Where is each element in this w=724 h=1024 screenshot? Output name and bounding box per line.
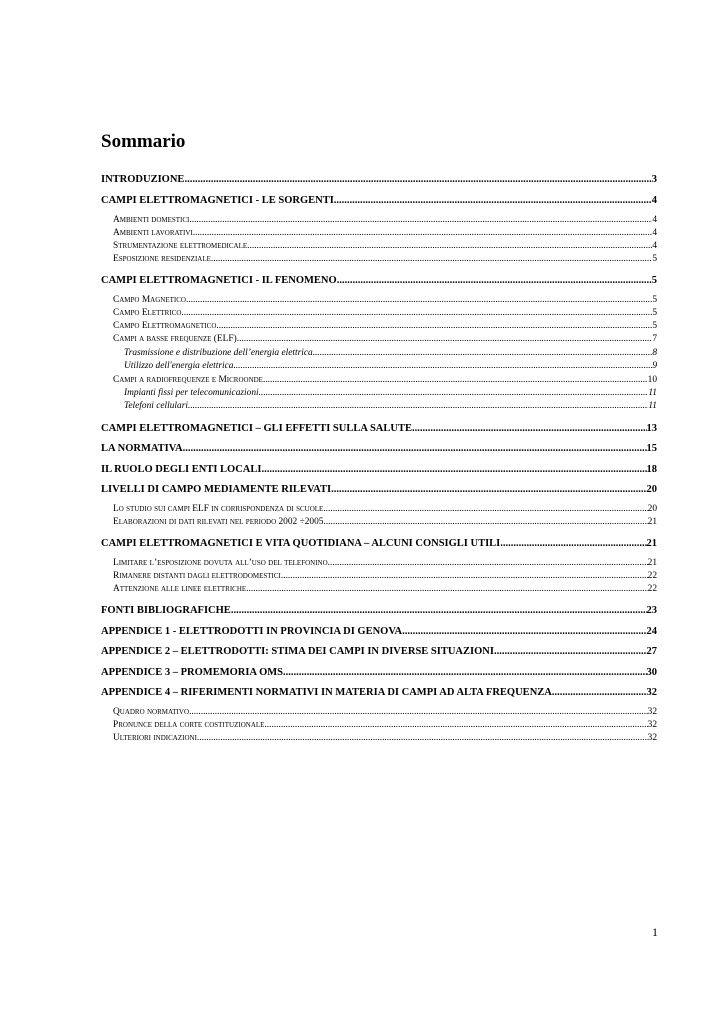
toc-entry[interactable]: [101, 732, 657, 745]
toc-entry-label: APPENDICE 3 – PROMEMORIA OMS: [101, 666, 283, 678]
toc-entry-page: 21: [647, 517, 657, 528]
toc-entry-label: Utilizzo dell'energia elettrica: [124, 361, 234, 372]
toc-entry-page: 4: [652, 227, 657, 238]
toc-dot-leader: [189, 706, 648, 719]
toc-entry-label: Limitare l’esposizione dovuta all’uso del telefonino: [113, 557, 328, 568]
toc-entry[interactable]: [101, 605, 657, 617]
toc-entry-label: Campo Elettrico: [113, 307, 182, 318]
toc-entry[interactable]: [101, 387, 657, 401]
toc-dot-leader: [197, 732, 648, 745]
toc-dot-leader: [264, 719, 647, 732]
toc-dot-leader: [183, 443, 647, 455]
toc-entry[interactable]: [101, 484, 657, 496]
toc-entry[interactable]: [101, 240, 657, 253]
toc-dot-leader: [494, 646, 647, 658]
toc-entry-label: Strumentazione elettromedicale: [113, 240, 248, 251]
toc-entry[interactable]: [101, 275, 657, 287]
toc-entry-label: Attenzione alle linee elettriche: [113, 584, 247, 595]
toc-entry[interactable]: [101, 443, 657, 455]
toc-dot-leader: [283, 667, 647, 679]
toc-dot-leader: [211, 253, 652, 266]
toc-dot-leader: [337, 275, 652, 287]
toc-dot-leader: [261, 464, 646, 476]
toc-entry-page: 8: [652, 347, 657, 358]
page-title: Sommario: [101, 131, 186, 152]
toc-entry-label: Campo Magnetico: [113, 294, 186, 305]
toc-entry[interactable]: [101, 464, 657, 476]
toc-entry[interactable]: [101, 360, 657, 374]
toc-entry[interactable]: [101, 174, 657, 186]
toc-dot-leader: [231, 605, 647, 617]
toc-entry-label: Quadro normativo: [113, 707, 190, 717]
toc-entry-page: 27: [646, 646, 657, 657]
toc-entry[interactable]: [101, 347, 657, 361]
toc-entry[interactable]: [101, 400, 657, 414]
toc-entry-label: CAMPI ELETTROMAGNETICI - IL FENOMENO: [101, 274, 337, 286]
toc-dot-leader: [323, 516, 647, 529]
toc-dot-leader: [189, 214, 652, 227]
toc-entry-label: FONTI BIBLIOGRAFICHE: [101, 605, 231, 616]
toc-entry[interactable]: [101, 294, 657, 307]
toc-entry-page: 21: [646, 537, 657, 549]
toc-entry-page: 5: [652, 294, 657, 305]
toc-entry-label: CAMPI ELETTROMAGNETICI E VITA QUOTIDIANA – ALCUNI CONSIGLI UTILI: [101, 537, 501, 549]
toc-entry-label: LA NORMATIVA: [101, 443, 183, 455]
toc-entry[interactable]: [101, 320, 657, 333]
toc-entry[interactable]: [101, 307, 657, 320]
toc-entry-label: Campi a basse frequenze (ELF): [113, 334, 237, 345]
toc-entry-label: INTRODUZIONE: [101, 174, 185, 185]
toc-entry-page: 32: [647, 733, 657, 744]
toc-dot-leader: [188, 400, 648, 414]
toc-entry-label: Campo Elettromagnetico: [113, 321, 217, 332]
toc-dot-leader: [184, 174, 651, 186]
toc-dot-leader: [259, 387, 649, 401]
toc-entry-page: 32: [647, 720, 657, 731]
toc-entry-page: 32: [647, 707, 657, 717]
toc-dot-leader: [181, 307, 652, 320]
toc-entry-page: 21: [647, 557, 657, 568]
toc-dot-leader: [331, 484, 646, 496]
toc-entry-page: 5: [652, 254, 657, 265]
toc-entry-page: 11: [648, 387, 657, 398]
toc-entry-label: APPENDICE 2 – ELETTRODOTTI: STIMA DEI CAMPI IN DIVERSE SITUAZIONI: [101, 646, 494, 657]
toc-entry-label: Lo studio sui campi ELF in corrispondenza di scuole: [113, 504, 324, 515]
toc-entry[interactable]: [101, 214, 657, 227]
toc-dot-leader: [186, 294, 652, 307]
toc-entry[interactable]: [101, 503, 657, 516]
toc-dot-leader: [233, 360, 652, 374]
toc-entry-page: 15: [646, 443, 657, 455]
toc-dot-leader: [552, 687, 647, 699]
toc-entry-label: Rimanere distanti dagli elettrodomestici: [113, 571, 281, 582]
toc-entry[interactable]: [101, 667, 657, 679]
toc-entry-page: 5: [651, 274, 657, 286]
toc-entry-page: 22: [647, 584, 657, 595]
toc-entry-page: 13: [646, 422, 657, 434]
toc-entry-label: IL RUOLO DEGLI ENTI LOCALI: [101, 463, 262, 475]
toc-entry-label: APPENDICE 4 – RIFERIMENTI NORMATIVI IN MATERIA DI CAMPI AD ALTA FREQUENZA: [101, 687, 552, 698]
toc-entry[interactable]: [101, 687, 657, 699]
table-of-contents: [101, 172, 657, 746]
toc-dot-leader: [412, 423, 647, 435]
toc-entry-label: Campi a radiofrequenze e Microonde: [113, 374, 263, 385]
toc-entry-label: APPENDICE 1 - ELETTRODOTTI IN PROVINCIA DI GENOVA: [101, 625, 403, 637]
toc-entry-label: Impianti fissi per telecomunicazioni: [124, 387, 259, 398]
toc-entry[interactable]: [101, 253, 657, 266]
toc-entry[interactable]: [101, 538, 657, 550]
toc-entry-label: Ambienti lavorativi: [113, 227, 193, 238]
toc-entry-page: 4: [652, 214, 657, 225]
toc-entry-label: Ambienti domestici: [113, 214, 190, 225]
toc-entry-label: Telefoni cellulari: [124, 401, 188, 412]
toc-entry-page: 20: [647, 504, 657, 515]
toc-dot-leader: [313, 347, 653, 361]
toc-entry-label: CAMPI ELETTROMAGNETICI - LE SORGENTI: [101, 194, 334, 206]
toc-entry-page: 23: [646, 605, 657, 616]
toc-dot-leader: [193, 227, 653, 240]
toc-entry[interactable]: [101, 570, 657, 583]
toc-entry[interactable]: [101, 516, 657, 529]
toc-entry[interactable]: [101, 374, 657, 387]
toc-entry-page: 9: [652, 361, 657, 372]
toc-entry-page: 24: [646, 625, 657, 637]
toc-entry-label: Trasmissione e distribuzione dell’energia elettrica: [124, 347, 313, 358]
toc-dot-leader: [216, 320, 652, 333]
toc-entry[interactable]: [101, 583, 657, 596]
toc-entry[interactable]: [101, 423, 657, 435]
toc-entry-page: 20: [646, 484, 657, 496]
toc-entry-page: 18: [646, 463, 657, 475]
toc-dot-leader: [246, 583, 647, 596]
toc-entry[interactable]: [101, 227, 657, 240]
toc-entry-page: 3: [651, 174, 657, 185]
toc-dot-leader: [328, 557, 648, 570]
toc-dot-leader: [237, 333, 653, 346]
toc-entry-page: 22: [647, 571, 657, 582]
toc-entry-page: 30: [646, 666, 657, 678]
toc-entry-page: 5: [652, 321, 657, 332]
toc-entry-page: 4: [652, 240, 657, 251]
toc-dot-leader: [247, 240, 652, 253]
toc-entry-label: Pronunce della corte costituzionale: [113, 720, 265, 731]
toc-entry-page: 7: [652, 334, 657, 345]
toc-entry-label: LIVELLI DI CAMPO MEDIAMENTE RILEVATI: [101, 484, 332, 496]
toc-entry-label: Ulteriori indicazioni: [113, 733, 197, 744]
toc-dot-leader: [334, 195, 652, 207]
toc-dot-leader: [402, 626, 646, 638]
toc-entry-page: 5: [652, 307, 657, 318]
toc-entry[interactable]: [101, 333, 657, 346]
toc-dot-leader: [500, 538, 646, 550]
page-number: 1: [652, 925, 658, 939]
toc-entry-page: 32: [646, 687, 657, 698]
toc-entry-label: Esposizione residenziale: [113, 254, 211, 265]
toc-entry[interactable]: [101, 626, 657, 638]
toc-entry-page: 11: [648, 401, 657, 412]
toc-dot-leader: [323, 503, 647, 516]
toc-dot-leader: [281, 570, 648, 583]
toc-entry-label: Elaborazioni di dati rilevati nel periodo 2002 ÷2005: [113, 517, 324, 528]
toc-entry[interactable]: [101, 557, 657, 570]
toc-dot-leader: [263, 374, 648, 387]
toc-entry-page: 4: [651, 194, 657, 206]
toc-entry[interactable]: [101, 706, 657, 719]
toc-entry[interactable]: [101, 646, 657, 658]
toc-entry-label: CAMPI ELETTROMAGNETICI – GLI EFFETTI SULLA SALUTE: [101, 422, 412, 434]
toc-entry[interactable]: [101, 719, 657, 732]
toc-entry-page: 10: [647, 374, 657, 385]
toc-entry[interactable]: [101, 195, 657, 207]
